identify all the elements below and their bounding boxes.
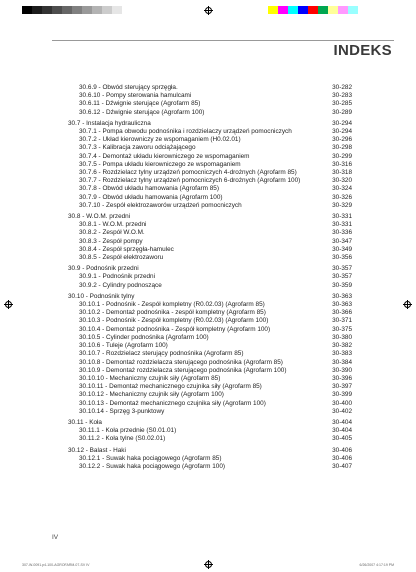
toc-entry-title: 30.7.4 - Demontaż układu kierowniczego ze wspomaganiem	[79, 152, 250, 160]
toc-entry-page: 30-406	[332, 454, 352, 462]
toc-section	[68, 120, 352, 210]
toc-section-heading[interactable]	[68, 293, 352, 301]
registration-mark-icon	[204, 6, 213, 15]
toc-entry-title: 30.7.2 - Układ kierowniczy ze wspomaganiem (H0.02.01)	[79, 136, 241, 144]
toc-section-heading[interactable]	[68, 120, 352, 128]
toc-entry[interactable]	[68, 455, 352, 463]
toc-entry[interactable]	[68, 309, 352, 317]
toc-entry[interactable]	[68, 334, 352, 342]
toc-entry-title: 30.10.11 - Demontaż mechanicznego czujnika siły (Agrofarm 85)	[79, 383, 262, 391]
toc-entry[interactable]	[68, 109, 352, 117]
toc-entry-page: 30-357	[332, 273, 352, 281]
calibration-swatch	[62, 6, 72, 14]
toc-entry-title: 30.10.3 - Podnośnik - Zespół kompletny (R0.02.03) (Agrofarm 100)	[79, 317, 269, 325]
toc-entry-page: 30-366	[332, 309, 352, 317]
calibration-swatch	[328, 6, 338, 14]
toc-entry[interactable]	[68, 391, 352, 399]
footer-file-info: 307-W-0091.p4-100-AGROFARM-07-SV IV	[22, 563, 90, 567]
calibration-swatch	[22, 6, 32, 14]
toc-entry-page: 30-404	[332, 418, 352, 426]
toc-section	[68, 419, 352, 444]
toc-entry-title: 30.8.3 - Zespół pompy	[79, 237, 143, 245]
toc-entry-title: 30.7.3 - Kalibracja zaworu odciążającego	[79, 144, 196, 152]
toc-entry[interactable]	[68, 317, 352, 325]
toc-entry-title: 30.10.12 - Mechaniczny czujnik siły (Agrofarm 100)	[79, 391, 224, 399]
toc-entry[interactable]	[68, 161, 352, 169]
toc-entry-page: 30-380	[332, 333, 352, 341]
registration-mark-icon	[403, 300, 412, 309]
calibration-swatch	[348, 6, 358, 14]
toc-entry[interactable]	[68, 350, 352, 358]
calibration-swatch	[42, 6, 52, 14]
toc-entry-page: 30-400	[332, 399, 352, 407]
toc-entry[interactable]	[68, 246, 352, 254]
toc-entry-title: 30.8 - W.O.M. przedni	[68, 213, 131, 221]
toc-entry[interactable]	[68, 435, 352, 443]
toc-entry-page: 30-331	[332, 213, 352, 221]
toc-entry[interactable]	[68, 153, 352, 161]
toc-section-heading[interactable]	[68, 213, 352, 221]
toc-entry[interactable]	[68, 136, 352, 144]
toc-entry-title: 30.9.2 - Cylindry podnoszące	[79, 281, 162, 289]
toc-entry[interactable]	[68, 367, 352, 375]
toc-entry-page: 30-399	[332, 391, 352, 399]
color-calibration-bar	[268, 6, 368, 14]
header-rule	[52, 40, 394, 41]
toc-entry-page: 30-285	[332, 100, 352, 108]
toc-entry-title: 30.7 - Instalacja hydrauliczna	[68, 119, 151, 127]
toc-entry[interactable]	[68, 229, 352, 237]
toc-entry-page: 30-294	[332, 128, 352, 136]
calibration-swatch	[92, 6, 102, 14]
toc-entry[interactable]	[68, 144, 352, 152]
toc-entry[interactable]	[68, 92, 352, 100]
toc-entry-page: 30-282	[332, 84, 352, 91]
toc-entry-title: 30.6.11 - Dźwignie sterujące (Agrofarm 85)	[79, 100, 201, 108]
toc-entry-title: 30.9 - Podnośnik przedni	[68, 265, 139, 273]
toc-entry[interactable]	[68, 221, 352, 229]
calibration-swatch	[102, 6, 112, 14]
toc-entry[interactable]	[68, 128, 352, 136]
toc-section	[68, 265, 352, 290]
toc-entry-page: 30-383	[332, 350, 352, 358]
toc-entry-page: 30-289	[332, 108, 352, 116]
toc-entry-title: 30.10.1 - Podnośnik - Zespół kompletny (R0.02.03) (Agrofarm 85)	[79, 301, 265, 309]
toc-entry-page: 30-406	[332, 446, 352, 454]
toc-entry-page: 30-375	[332, 325, 352, 333]
toc-entry[interactable]	[68, 84, 352, 92]
toc-section-heading[interactable]	[68, 419, 352, 427]
toc-entry-title: 30.8.4 - Zespół sprzęgła-hamulec	[79, 245, 174, 253]
toc-entry[interactable]	[68, 326, 352, 334]
toc-entry[interactable]	[68, 177, 352, 185]
toc-entry-page: 30-407	[332, 462, 352, 470]
toc-section	[68, 84, 352, 117]
toc-entry-page: 30-349	[332, 245, 352, 253]
toc-entry-title: 30.7.9 - Obwód układu hamowania (Agrofarm 100)	[79, 193, 223, 201]
toc-entry[interactable]	[68, 273, 352, 281]
toc-entry-page: 30-390	[332, 366, 352, 374]
toc-entry-page: 30-384	[332, 358, 352, 366]
calibration-swatch	[268, 6, 278, 14]
page-title: INDEKS	[333, 42, 392, 59]
toc-entry-title: 30.10.5 - Cylinder podnośnika (Agrofarm 100)	[79, 333, 209, 341]
calibration-swatch	[52, 6, 62, 14]
toc-entry-title: 30.8.5 - Zespół elektrozaworu	[79, 254, 164, 262]
toc-entry-page: 30-320	[332, 177, 352, 185]
toc-entry-title: 30.10.14 - Sprzęg 3-punktowy	[79, 407, 165, 415]
calibration-swatch	[278, 6, 288, 14]
toc-entry-title: 30.10.7 - Rozdzielacz sterujący podnośnika (Agrofarm 85)	[79, 350, 244, 358]
toc-entry-page: 30-397	[332, 383, 352, 391]
calibration-swatch	[288, 6, 298, 14]
toc-entry-page: 30-331	[332, 221, 352, 229]
toc-entry-page: 30-298	[332, 144, 352, 152]
toc-entry[interactable]	[68, 427, 352, 435]
toc-entry-title: 30.10.8 - Demontaż rozdzielacza sterującego podnośnika (Agrofarm 85)	[79, 358, 283, 366]
toc-entry-title: 30.10.2 - Demontaż podnośnika - zespół kompletny (Agrofarm 85)	[79, 309, 266, 317]
toc-entry-page: 30-363	[332, 292, 352, 300]
toc-entry-page: 30-347	[332, 237, 352, 245]
calibration-swatch	[32, 6, 42, 14]
toc-entry-title: 30.9.1 - Podnośnik przedni	[79, 273, 156, 281]
toc-entry-page: 30-405	[332, 435, 352, 443]
toc-entry-page: 30-357	[332, 265, 352, 273]
toc-entry-title: 30.10.6 - Tuleje (Agrofarm 100)	[79, 342, 168, 350]
calibration-swatch	[338, 6, 348, 14]
toc-entry-page: 30-404	[332, 427, 352, 435]
toc-entry[interactable]	[68, 400, 352, 408]
toc-entry[interactable]	[68, 282, 352, 290]
toc-entry-title: 30.7.6 - Rozdzielacz tylny urządzeń pomocniczych 4-drożnych (Agrofarm 85)	[79, 169, 297, 177]
toc-entry-page: 30-326	[332, 193, 352, 201]
toc-entry-title: 30.10 - Podnośnik tylny	[68, 292, 135, 300]
toc-entry-page: 30-294	[332, 119, 352, 127]
toc-entry[interactable]	[68, 408, 352, 416]
toc-section	[68, 447, 352, 472]
toc-entry[interactable]	[68, 254, 352, 262]
toc-section-heading[interactable]	[68, 447, 352, 455]
calibration-swatch	[298, 6, 308, 14]
toc-entry-title: 30.6.9 - Obwód sterujący sprzęgła.	[79, 84, 178, 91]
toc-entry-page: 30-336	[332, 229, 352, 237]
toc-entry-title: 30.10.9 - Demontaż rozdzielacza sterującego podnośnika (Agrofarm 100)	[79, 366, 287, 374]
toc-entry[interactable]	[68, 202, 352, 210]
calibration-swatch	[72, 6, 82, 14]
toc-entry-title: 30.6.10 - Pompy sterowania hamulcami	[79, 92, 192, 100]
calibration-swatch	[308, 6, 318, 14]
footer-timestamp: 6/26/2007 4:17:19 PM	[359, 563, 394, 567]
toc-entry[interactable]	[68, 194, 352, 202]
toc-entry-page: 30-299	[332, 152, 352, 160]
toc-entry-page: 30-318	[332, 169, 352, 177]
toc-entry-page: 30-396	[332, 374, 352, 382]
toc-entry-title: 30.10.13 - Demontaż mechanicznego czujnika siły (Agrofarm 100)	[79, 399, 266, 407]
toc-entry-title: 30.8.2 - Zespół W.O.M.	[79, 229, 145, 237]
toc-entry-title: 30.12.2 - Suwak haka pociągowego (Agrofarm 100)	[79, 462, 226, 470]
toc-section	[68, 293, 352, 416]
page-number: IV	[52, 534, 59, 541]
toc-entry-page: 30-382	[332, 342, 352, 350]
calibration-swatch	[318, 6, 328, 14]
print-footer	[22, 563, 394, 567]
toc-entry-page: 30-329	[332, 201, 352, 209]
registration-mark-icon	[4, 300, 13, 309]
table-of-contents	[68, 84, 352, 474]
toc-entry-page: 30-296	[332, 136, 352, 144]
calibration-swatch	[82, 6, 92, 14]
toc-entry-page: 30-324	[332, 185, 352, 193]
toc-entry[interactable]	[68, 301, 352, 309]
toc-entry-page: 30-316	[332, 160, 352, 168]
toc-entry-title: 30.7.10 - Zespół elektrozaworów urządzeń pomocniczych	[79, 201, 242, 209]
toc-entry-page: 30-363	[332, 301, 352, 309]
toc-entry-title: 30.7.7 - Rozdzielacz tylny urządzeń pomocniczych 6-drożnych (Agrofarm 100)	[79, 177, 301, 185]
toc-entry[interactable]	[68, 169, 352, 177]
toc-entry[interactable]	[68, 342, 352, 350]
toc-section	[68, 213, 352, 262]
toc-entry-page: 30-356	[332, 254, 352, 262]
toc-entry-page: 30-402	[332, 407, 352, 415]
toc-section-heading[interactable]	[68, 265, 352, 273]
grey-calibration-bar	[22, 6, 132, 14]
toc-entry[interactable]	[68, 463, 352, 471]
toc-entry[interactable]	[68, 100, 352, 108]
toc-entry-page: 30-283	[332, 92, 352, 100]
toc-entry-title: 30.11.2 - Koła tylne (S0.02.01)	[79, 435, 166, 443]
toc-entry-title: 30.6.12 - Dźwignie sterujące (Agrofarm 100)	[79, 108, 205, 116]
toc-entry[interactable]	[68, 383, 352, 391]
toc-entry-title: 30.12 - Balast - Haki	[68, 446, 126, 454]
calibration-swatch	[112, 6, 122, 14]
toc-entry-title: 30.8.1 - W.O.M. przedni	[79, 221, 147, 229]
calibration-swatch	[358, 6, 368, 14]
toc-entry-page: 30-371	[332, 317, 352, 325]
toc-entry-title: 30.7.1 - Pompa obwodu podnośnika i rozdzielaczy urządzeń pomocniczych	[79, 128, 292, 136]
toc-entry[interactable]	[68, 375, 352, 383]
toc-entry-title: 30.11.1 - Koła przednie (S0.01.01)	[79, 427, 177, 435]
toc-entry-title: 30.7.5 - Pompa układu kierowniczego ze wspomaganiem	[79, 160, 241, 168]
toc-entry[interactable]	[68, 185, 352, 193]
toc-entry-page: 30-359	[332, 281, 352, 289]
calibration-swatch	[122, 6, 132, 14]
toc-entry[interactable]	[68, 238, 352, 246]
toc-entry-title: 30.10.10 - Mechaniczny czujnik siły (Agrofarm 85)	[79, 374, 221, 382]
toc-entry-title: 30.10.4 - Demontaż podnośnika - Zespół kompletny (Agrofarm 100)	[79, 325, 271, 333]
toc-entry[interactable]	[68, 359, 352, 367]
toc-entry-title: 30.12.1 - Suwak haka pociągowego (Agrofarm 85)	[79, 454, 222, 462]
toc-entry-title: 30.11 - Koła	[68, 418, 102, 426]
toc-entry-title: 30.7.8 - Obwód układu hamowania (Agrofarm 85)	[79, 185, 219, 193]
